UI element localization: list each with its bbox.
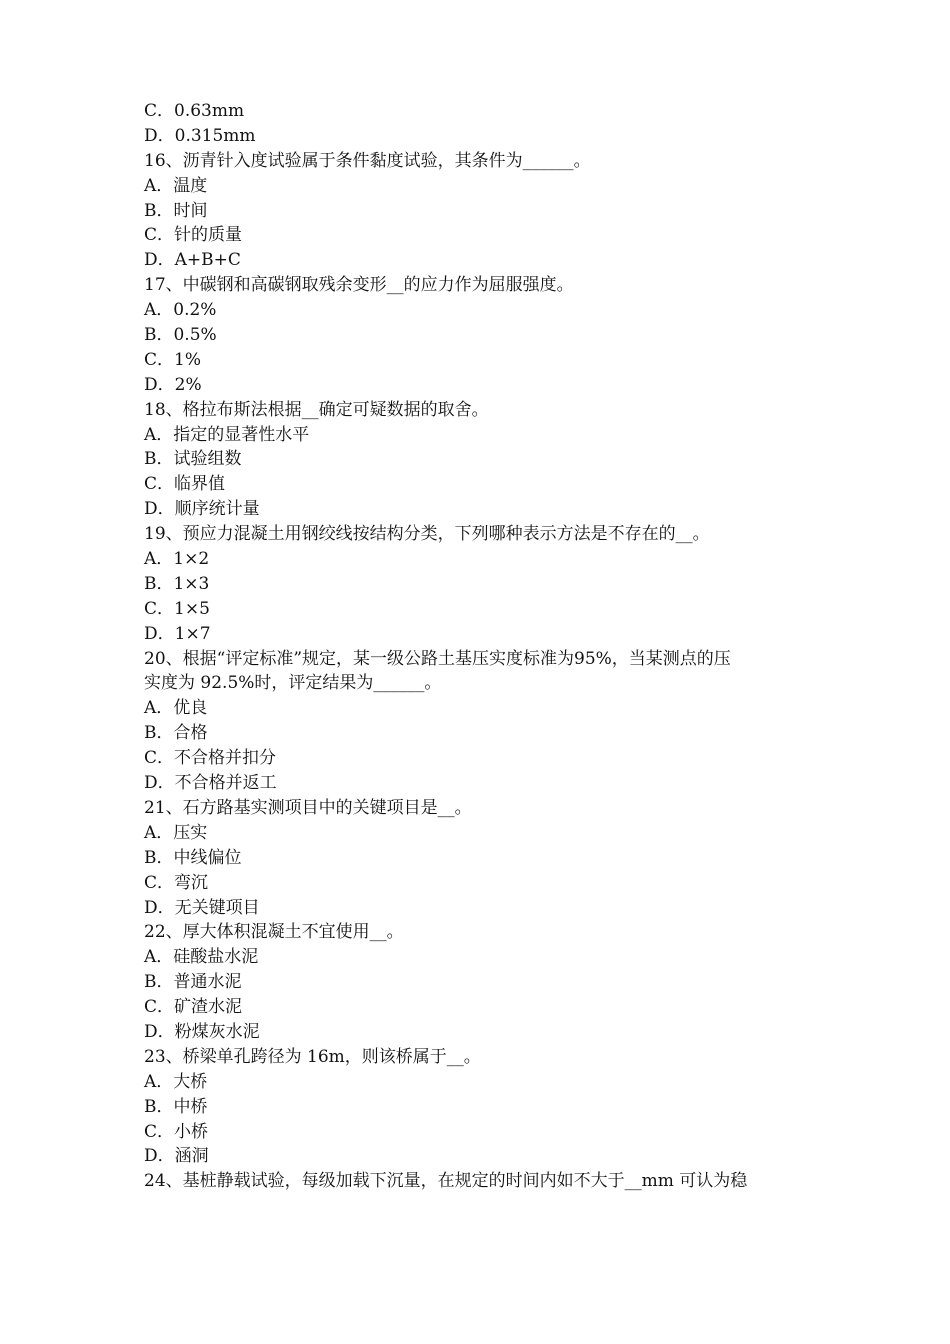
question-line: 16、沥青针入度试验属于条件黏度试验，其条件为______。: [144, 150, 591, 171]
option-line: B．1×3: [144, 573, 210, 594]
option-line: B．试验组数: [144, 449, 242, 470]
option-line: D．无关键项目: [144, 897, 260, 918]
option-line: B．合格: [144, 723, 208, 744]
option-line: A．1×2: [144, 549, 210, 570]
option-line: B．普通水泥: [144, 972, 242, 993]
option-line: B．时间: [144, 200, 208, 221]
option-line: A．指定的显著性水平: [144, 424, 310, 445]
option-line: A．优良: [144, 698, 208, 719]
option-line: C．小桥: [144, 1121, 209, 1142]
option-line: C．不合格并扣分: [144, 748, 277, 769]
option-line: C．矿渣水泥: [144, 997, 243, 1018]
option-line: C．临界值: [144, 474, 226, 495]
option-line: C．0.63mm: [144, 101, 245, 121]
option-line: C．弯沉: [144, 872, 209, 893]
option-line: D．涵洞: [144, 1146, 209, 1167]
option-line: B．中桥: [144, 1096, 208, 1117]
option-line: A．压实: [144, 822, 208, 843]
question-line: 23、桥梁单孔跨径为 16m，则该桥属于__。: [144, 1046, 481, 1067]
question-line: 18、格拉布斯法根据__确定可疑数据的取舍。: [144, 399, 489, 420]
option-line: D．不合格并返工: [144, 773, 277, 794]
question-text-block: [144, 99, 814, 1194]
option-line: B．中线偏位: [144, 847, 242, 868]
option-line: D．2%: [144, 374, 202, 395]
option-line: A．硅酸盐水泥: [144, 947, 259, 968]
option-line: D．粉煤灰水泥: [144, 1021, 260, 1042]
question-line: 24、基桩静载试验，每级加载下沉量，在规定的时间内如不大于__mm 可认为稳: [144, 1171, 748, 1192]
option-line: D．顺序统计量: [144, 499, 260, 520]
option-line: D．A+B+C: [144, 250, 241, 271]
option-line: D．0.315mm: [144, 125, 256, 146]
option-line: A．0.2%: [144, 300, 217, 321]
option-line: B．0.5%: [144, 325, 217, 346]
question-line-continued: 实度为 92.5%时，评定结果为______。: [144, 673, 442, 694]
option-line: D．1×7: [144, 623, 211, 644]
option-line: C．1%: [144, 349, 201, 370]
question-line: 20、根据“评定标准”规定，某一级公路土基压实度标准为95%，当某测点的压: [144, 648, 731, 669]
question-line: 22、厚大体积混凝土不宜使用__。: [144, 922, 404, 943]
question-line: 19、预应力混凝土用钢绞线按结构分类，下列哪种表示方法是不存在的__。: [144, 524, 710, 545]
option-line: C．针的质量: [144, 225, 243, 246]
option-line: C．1×5: [144, 598, 210, 619]
question-line: 17、中碳钢和高碳钢取残余变形__的应力作为屈服强度。: [144, 275, 574, 296]
option-line: A．大桥: [144, 1071, 208, 1092]
option-line: A．温度: [144, 175, 208, 196]
question-line: 21、石方路基实测项目中的关键项目是__。: [144, 797, 472, 818]
